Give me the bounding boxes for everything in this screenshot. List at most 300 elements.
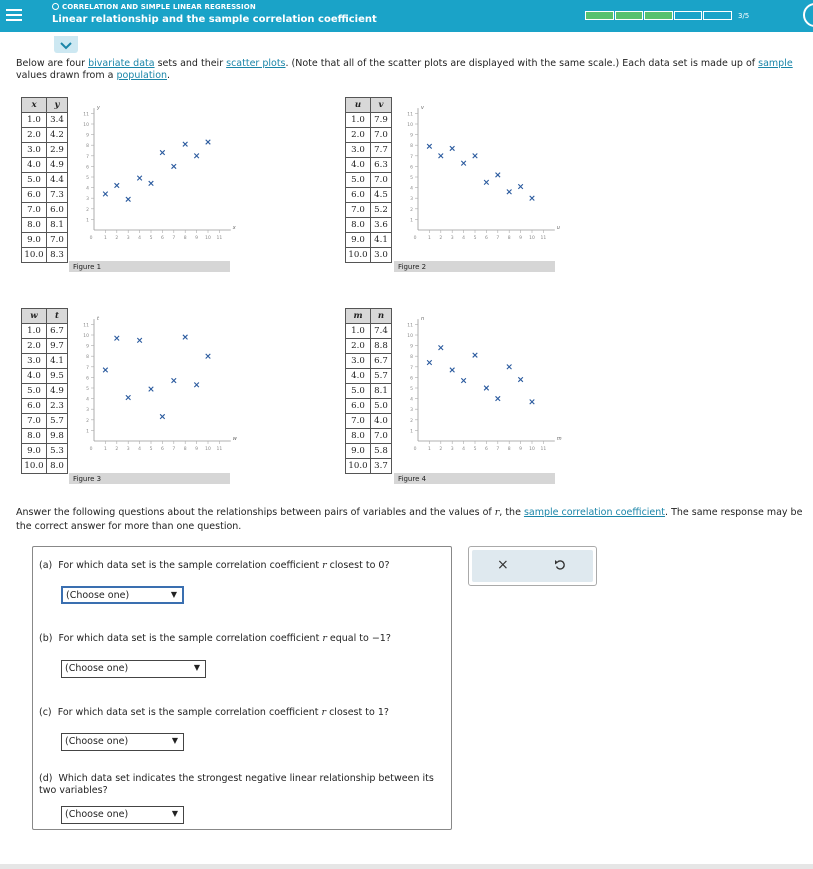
y-tick-label: 4 bbox=[410, 397, 413, 403]
x-tick-label: 4 bbox=[462, 236, 466, 241]
data-point bbox=[115, 183, 120, 188]
table-cell: 5.0 bbox=[346, 384, 371, 399]
table-cell: 3.0 bbox=[346, 143, 371, 158]
x-tick-label: 7 bbox=[496, 236, 500, 241]
table-cell: 2.9 bbox=[47, 143, 68, 158]
x-axis-label: u bbox=[556, 225, 560, 231]
link-sample[interactable]: sample bbox=[758, 58, 793, 69]
column-header: x bbox=[22, 98, 47, 113]
table-row bbox=[22, 248, 68, 263]
y-tick-label: 2 bbox=[86, 418, 89, 424]
table-cell: 5.0 bbox=[22, 173, 47, 188]
table-row bbox=[346, 233, 392, 248]
y-axis-label: t bbox=[97, 316, 99, 323]
table-row bbox=[346, 429, 392, 444]
x-axis-label: w bbox=[232, 436, 237, 442]
figure-label: Figure 3 bbox=[69, 473, 230, 484]
origin-label: 0 bbox=[413, 236, 417, 241]
question-b: (b) For which data set is the sample correlation coefficient r equal to −1? bbox=[39, 633, 391, 644]
table-cell: 6.0 bbox=[346, 188, 371, 203]
x-axis-label: x bbox=[232, 225, 236, 231]
x-tick-label: 10 bbox=[205, 447, 211, 452]
y-tick-label: 9 bbox=[410, 133, 413, 139]
table-row bbox=[22, 444, 68, 459]
table-cell: 1.0 bbox=[346, 324, 371, 339]
data-point bbox=[194, 154, 199, 159]
table-cell: 8.1 bbox=[371, 384, 392, 399]
data-point bbox=[172, 378, 177, 383]
scatter-plot bbox=[72, 312, 237, 462]
table-row bbox=[22, 459, 68, 474]
table-row bbox=[22, 158, 68, 173]
y-tick-label: 4 bbox=[410, 186, 413, 192]
table-cell: 7.0 bbox=[22, 203, 47, 218]
table-row bbox=[346, 143, 392, 158]
y-tick-label: 10 bbox=[407, 334, 413, 339]
question-c: (c) For which data set is the sample correlation coefficient r closest to 1? bbox=[39, 707, 389, 718]
x-tick-label: 4 bbox=[138, 447, 142, 452]
data-point bbox=[518, 184, 523, 189]
table-row bbox=[22, 399, 68, 414]
y-tick-label: 8 bbox=[410, 355, 413, 361]
x-tick-label: 3 bbox=[450, 236, 454, 241]
y-tick-label: 3 bbox=[86, 408, 89, 414]
x-tick-label: 4 bbox=[462, 447, 466, 452]
table-cell: 6.0 bbox=[22, 188, 47, 203]
table-cell: 4.0 bbox=[22, 369, 47, 384]
x-tick-label: 3 bbox=[126, 236, 130, 241]
column-header: u bbox=[346, 98, 371, 113]
y-tick-label: 2 bbox=[86, 207, 89, 213]
y-tick-label: 6 bbox=[86, 165, 89, 171]
x-tick-label: 3 bbox=[450, 447, 454, 452]
table-row bbox=[22, 339, 68, 354]
table-row bbox=[346, 113, 392, 128]
y-tick-label: 6 bbox=[86, 376, 89, 382]
table-row bbox=[346, 444, 392, 459]
data-point bbox=[530, 196, 535, 201]
y-tick-label: 1 bbox=[86, 429, 89, 435]
y-axis-label: y bbox=[97, 105, 100, 112]
table-row bbox=[22, 188, 68, 203]
data-point bbox=[115, 336, 120, 341]
table-cell: 10.0 bbox=[22, 248, 47, 263]
action-panel bbox=[468, 546, 597, 586]
questions-intro: Answer the following questions about the relationships between pairs of variables and the values of r, the sample correlation coefficient. The same response may be the correct answer for more than one question. bbox=[16, 507, 803, 532]
table-row bbox=[22, 218, 68, 233]
table-cell: 3.6 bbox=[371, 218, 392, 233]
x-tick-label: 10 bbox=[205, 236, 211, 241]
table-cell: 4.9 bbox=[47, 384, 68, 399]
table-cell: 9.7 bbox=[47, 339, 68, 354]
table-row bbox=[22, 113, 68, 128]
x-tick-label: 2 bbox=[115, 447, 119, 452]
table-cell: 8.0 bbox=[47, 459, 68, 474]
progress-label: 3/5 bbox=[738, 12, 750, 20]
data-point bbox=[473, 154, 478, 159]
table-row bbox=[22, 128, 68, 143]
data-point bbox=[206, 354, 211, 359]
data-point bbox=[450, 146, 455, 151]
y-axis-label: v bbox=[421, 105, 424, 112]
x-tick-label: 5 bbox=[473, 447, 477, 452]
table-cell: 4.0 bbox=[22, 158, 47, 173]
table-cell: 4.0 bbox=[346, 158, 371, 173]
answer-b-select[interactable]: (Choose one) ▼ bbox=[61, 660, 206, 678]
x-tick-label: 6 bbox=[484, 447, 488, 452]
clear-button[interactable]: × bbox=[497, 557, 509, 573]
table-row bbox=[346, 324, 392, 339]
y-tick-label: 11 bbox=[407, 323, 413, 329]
table-cell: 9.0 bbox=[22, 233, 47, 248]
dropdown-arrow-icon: ▼ bbox=[193, 663, 200, 672]
x-axis-label: m bbox=[556, 436, 562, 442]
data-point bbox=[103, 192, 108, 197]
menu-icon[interactable] bbox=[6, 6, 22, 24]
y-tick-label: 1 bbox=[410, 429, 413, 435]
table-cell: 8.0 bbox=[346, 429, 371, 444]
table-cell: 3.4 bbox=[47, 113, 68, 128]
table-cell: 4.1 bbox=[371, 233, 392, 248]
data-point bbox=[496, 396, 501, 401]
y-tick-label: 9 bbox=[86, 344, 89, 350]
origin-label: 0 bbox=[89, 236, 93, 241]
y-tick-label: 8 bbox=[86, 144, 89, 150]
table-cell: 10.0 bbox=[22, 459, 47, 474]
figure-label: Figure 2 bbox=[394, 261, 555, 272]
data-point bbox=[160, 414, 165, 419]
x-tick-label: 6 bbox=[484, 236, 488, 241]
x-tick-label: 8 bbox=[507, 236, 511, 241]
table-cell: 7.0 bbox=[371, 173, 392, 188]
data-table bbox=[21, 97, 68, 263]
x-tick-label: 11 bbox=[540, 447, 547, 452]
y-tick-label: 7 bbox=[86, 365, 89, 371]
x-tick-label: 9 bbox=[195, 236, 199, 241]
table-row bbox=[22, 143, 68, 158]
table-row bbox=[346, 354, 392, 369]
y-tick-label: 5 bbox=[86, 387, 89, 392]
dropdown-arrow-icon: ▼ bbox=[171, 736, 178, 745]
table-cell: 7.9 bbox=[371, 113, 392, 128]
y-tick-label: 6 bbox=[410, 376, 413, 382]
table-cell: 7.7 bbox=[371, 143, 392, 158]
table-cell: 8.3 bbox=[47, 248, 68, 263]
table-cell: 1.0 bbox=[22, 324, 47, 339]
table-cell: 4.2 bbox=[47, 128, 68, 143]
dropdown-arrow-icon: ▼ bbox=[171, 809, 178, 818]
data-point bbox=[206, 140, 211, 145]
table-cell: 7.0 bbox=[22, 414, 47, 429]
table-row bbox=[346, 339, 392, 354]
table-cell: 2.0 bbox=[346, 128, 371, 143]
y-tick-label: 7 bbox=[86, 154, 89, 160]
table-cell: 10.0 bbox=[346, 248, 371, 263]
y-tick-label: 3 bbox=[410, 197, 413, 203]
table-row bbox=[22, 354, 68, 369]
y-tick-label: 5 bbox=[410, 176, 413, 181]
x-tick-label: 6 bbox=[160, 236, 164, 241]
table-cell: 8.0 bbox=[346, 218, 371, 233]
link-sample-correlation-coefficient[interactable]: sample correlation coefficient bbox=[523, 507, 666, 518]
x-tick-label: 8 bbox=[183, 447, 187, 452]
link-population[interactable]: population bbox=[116, 70, 168, 81]
table-cell: 9.5 bbox=[47, 369, 68, 384]
table-row bbox=[22, 414, 68, 429]
table-row bbox=[346, 384, 392, 399]
x-tick-label: 1 bbox=[103, 447, 107, 452]
table-row bbox=[346, 173, 392, 188]
table-cell: 6.0 bbox=[22, 399, 47, 414]
table-row bbox=[346, 203, 392, 218]
x-tick-label: 7 bbox=[172, 447, 176, 452]
column-header: n bbox=[371, 309, 392, 324]
question-a: (a) For which data set is the sample correlation coefficient r closest to 0? bbox=[39, 560, 390, 571]
data-point bbox=[439, 345, 444, 350]
table-cell: 4.0 bbox=[346, 369, 371, 384]
answer-a-select[interactable]: (Choose one) ▼ bbox=[61, 586, 184, 604]
table-row bbox=[346, 459, 392, 474]
x-tick-label: 11 bbox=[540, 236, 547, 241]
y-tick-label: 8 bbox=[86, 355, 89, 361]
footer-bar bbox=[0, 864, 813, 869]
table-cell: 1.0 bbox=[346, 113, 371, 128]
table-cell: 8.8 bbox=[371, 339, 392, 354]
data-point bbox=[427, 360, 432, 365]
table-cell: 7.0 bbox=[371, 429, 392, 444]
column-header: m bbox=[346, 309, 371, 324]
y-tick-label: 5 bbox=[410, 387, 413, 392]
progress-bar bbox=[585, 11, 733, 21]
table-row bbox=[346, 414, 392, 429]
table-cell: 1.0 bbox=[22, 113, 47, 128]
y-tick-label: 2 bbox=[410, 418, 413, 424]
answer-c-select[interactable]: (Choose one) ▼ bbox=[61, 733, 184, 751]
y-tick-label: 10 bbox=[83, 123, 89, 128]
data-point bbox=[149, 181, 154, 186]
table-row bbox=[22, 233, 68, 248]
table-cell: 4.9 bbox=[47, 158, 68, 173]
y-tick-label: 6 bbox=[410, 165, 413, 171]
problem-intro: Below are four bivariate data sets and their scatter plots. (Note that all of the scatter plots are displayed with the same scale.) Each data set is made up of sample values drawn from a population. bbox=[16, 58, 793, 81]
progress-segment bbox=[674, 11, 703, 20]
x-tick-label: 10 bbox=[529, 447, 535, 452]
table-cell: 4.0 bbox=[371, 414, 392, 429]
scatter-plot bbox=[396, 101, 561, 251]
x-tick-label: 5 bbox=[473, 236, 477, 241]
x-tick-label: 1 bbox=[103, 236, 107, 241]
account-button[interactable] bbox=[803, 3, 813, 27]
topic-title: Linear relationship and the sample correlation coefficient bbox=[52, 14, 377, 25]
data-point bbox=[183, 142, 188, 147]
x-tick-label: 5 bbox=[149, 447, 153, 452]
data-point bbox=[507, 365, 512, 370]
x-tick-label: 3 bbox=[126, 447, 130, 452]
x-tick-label: 9 bbox=[195, 447, 199, 452]
y-tick-label: 9 bbox=[86, 133, 89, 139]
y-tick-label: 2 bbox=[410, 207, 413, 213]
figure-label: Figure 4 bbox=[394, 473, 555, 484]
x-tick-label: 2 bbox=[439, 447, 443, 452]
table-row bbox=[346, 369, 392, 384]
table-cell: 9.0 bbox=[346, 444, 371, 459]
data-point bbox=[194, 383, 199, 388]
link-scatter-plots[interactable]: scatter plots bbox=[226, 58, 286, 69]
table-cell: 6.7 bbox=[47, 324, 68, 339]
data-point bbox=[461, 378, 466, 383]
table-cell: 6.0 bbox=[346, 399, 371, 414]
answer-d-select[interactable]: (Choose one) ▼ bbox=[61, 806, 184, 824]
data-point bbox=[137, 338, 142, 343]
data-point bbox=[183, 335, 188, 340]
y-tick-label: 10 bbox=[407, 123, 413, 128]
y-tick-label: 9 bbox=[410, 344, 413, 350]
data-point bbox=[103, 368, 108, 373]
y-tick-label: 8 bbox=[410, 144, 413, 150]
chevron-down-icon bbox=[60, 42, 72, 51]
table-cell: 4.5 bbox=[371, 188, 392, 203]
table-cell: 5.7 bbox=[47, 414, 68, 429]
data-point bbox=[450, 368, 455, 373]
table-row bbox=[346, 248, 392, 263]
table-row bbox=[346, 218, 392, 233]
x-tick-label: 9 bbox=[519, 236, 523, 241]
table-cell: 7.0 bbox=[346, 203, 371, 218]
y-tick-label: 7 bbox=[410, 154, 413, 160]
data-point bbox=[149, 387, 154, 392]
y-tick-label: 11 bbox=[407, 112, 413, 118]
x-tick-label: 9 bbox=[519, 447, 523, 452]
table-cell: 2.0 bbox=[22, 339, 47, 354]
table-cell: 5.8 bbox=[371, 444, 392, 459]
table-cell: 8.0 bbox=[22, 429, 47, 444]
table-row bbox=[346, 158, 392, 173]
table-cell: 8.0 bbox=[22, 218, 47, 233]
question-d: (d) Which data set indicates the strongest negative linear relationship between its two variables? bbox=[39, 773, 434, 796]
x-tick-label: 6 bbox=[160, 447, 164, 452]
y-tick-label: 4 bbox=[86, 397, 89, 403]
x-tick-label: 1 bbox=[427, 447, 431, 452]
table-cell: 2.3 bbox=[47, 399, 68, 414]
table-cell: 9.0 bbox=[22, 444, 47, 459]
table-cell: 3.0 bbox=[22, 143, 47, 158]
table-cell: 3.0 bbox=[371, 248, 392, 263]
x-tick-label: 2 bbox=[439, 236, 443, 241]
link-bivariate-data[interactable]: bivariate data bbox=[88, 58, 155, 69]
y-tick-label: 3 bbox=[410, 408, 413, 414]
data-point bbox=[126, 395, 131, 400]
table-cell: 5.0 bbox=[22, 384, 47, 399]
table-cell: 7.0 bbox=[371, 128, 392, 143]
data-point bbox=[160, 150, 165, 155]
y-tick-label: 4 bbox=[86, 186, 89, 192]
column-header: y bbox=[47, 98, 68, 113]
x-tick-label: 2 bbox=[115, 236, 119, 241]
origin-label: 0 bbox=[89, 447, 93, 452]
data-table bbox=[345, 308, 392, 474]
table-cell: 4.1 bbox=[47, 354, 68, 369]
table-cell: 5.0 bbox=[346, 173, 371, 188]
collapse-toggle[interactable] bbox=[54, 36, 78, 53]
data-table bbox=[21, 308, 68, 474]
table-cell: 7.3 bbox=[47, 188, 68, 203]
data-point bbox=[530, 399, 535, 404]
y-tick-label: 11 bbox=[83, 112, 89, 118]
table-cell: 7.0 bbox=[47, 233, 68, 248]
x-tick-label: 10 bbox=[529, 236, 535, 241]
table-cell: 9.8 bbox=[47, 429, 68, 444]
table-cell: 3.0 bbox=[346, 354, 371, 369]
y-tick-label: 1 bbox=[410, 218, 413, 224]
status-dot-icon bbox=[52, 3, 59, 10]
topic-kicker: CORRELATION AND SIMPLE LINEAR REGRESSION bbox=[52, 3, 256, 11]
table-cell: 2.0 bbox=[22, 128, 47, 143]
progress-segment bbox=[644, 11, 673, 20]
y-tick-label: 7 bbox=[410, 365, 413, 371]
y-axis-label: n bbox=[421, 316, 425, 323]
top-bar bbox=[0, 0, 813, 32]
table-row bbox=[22, 324, 68, 339]
data-point bbox=[439, 154, 444, 159]
data-point bbox=[496, 173, 501, 178]
x-tick-label: 1 bbox=[427, 236, 431, 241]
progress-segment bbox=[585, 11, 614, 20]
figure-label: Figure 1 bbox=[69, 261, 230, 272]
table-cell: 6.7 bbox=[371, 354, 392, 369]
table-row bbox=[22, 429, 68, 444]
dropdown-arrow-icon: ▼ bbox=[170, 590, 177, 599]
table-cell: 2.0 bbox=[346, 339, 371, 354]
x-tick-label: 11 bbox=[216, 447, 223, 452]
table-row bbox=[346, 399, 392, 414]
origin-label: 0 bbox=[413, 447, 417, 452]
table-cell: 5.0 bbox=[371, 399, 392, 414]
table-cell: 3.0 bbox=[22, 354, 47, 369]
table-cell: 3.7 bbox=[371, 459, 392, 474]
x-tick-label: 7 bbox=[496, 447, 500, 452]
data-point bbox=[126, 197, 131, 202]
table-row bbox=[346, 128, 392, 143]
data-point bbox=[172, 164, 177, 169]
table-row bbox=[22, 203, 68, 218]
column-header: t bbox=[47, 309, 68, 324]
data-point bbox=[427, 144, 432, 149]
question-panel bbox=[32, 546, 452, 830]
table-cell: 10.0 bbox=[346, 459, 371, 474]
data-point bbox=[507, 190, 512, 195]
table-row bbox=[22, 369, 68, 384]
table-cell: 8.1 bbox=[47, 218, 68, 233]
table-cell: 7.4 bbox=[371, 324, 392, 339]
table-cell: 6.0 bbox=[47, 203, 68, 218]
undo-icon[interactable] bbox=[554, 558, 566, 571]
table-cell: 4.4 bbox=[47, 173, 68, 188]
y-tick-label: 3 bbox=[86, 197, 89, 203]
table-cell: 5.3 bbox=[47, 444, 68, 459]
y-tick-label: 11 bbox=[83, 323, 89, 329]
y-tick-label: 10 bbox=[83, 334, 89, 339]
progress-segment bbox=[615, 11, 644, 20]
table-row bbox=[22, 173, 68, 188]
scatter-plot bbox=[72, 101, 237, 251]
column-header: v bbox=[371, 98, 392, 113]
x-tick-label: 8 bbox=[183, 236, 187, 241]
x-tick-label: 11 bbox=[216, 236, 223, 241]
data-point bbox=[484, 386, 489, 391]
x-tick-label: 8 bbox=[507, 447, 511, 452]
table-cell: 6.3 bbox=[371, 158, 392, 173]
table-cell: 9.0 bbox=[346, 233, 371, 248]
